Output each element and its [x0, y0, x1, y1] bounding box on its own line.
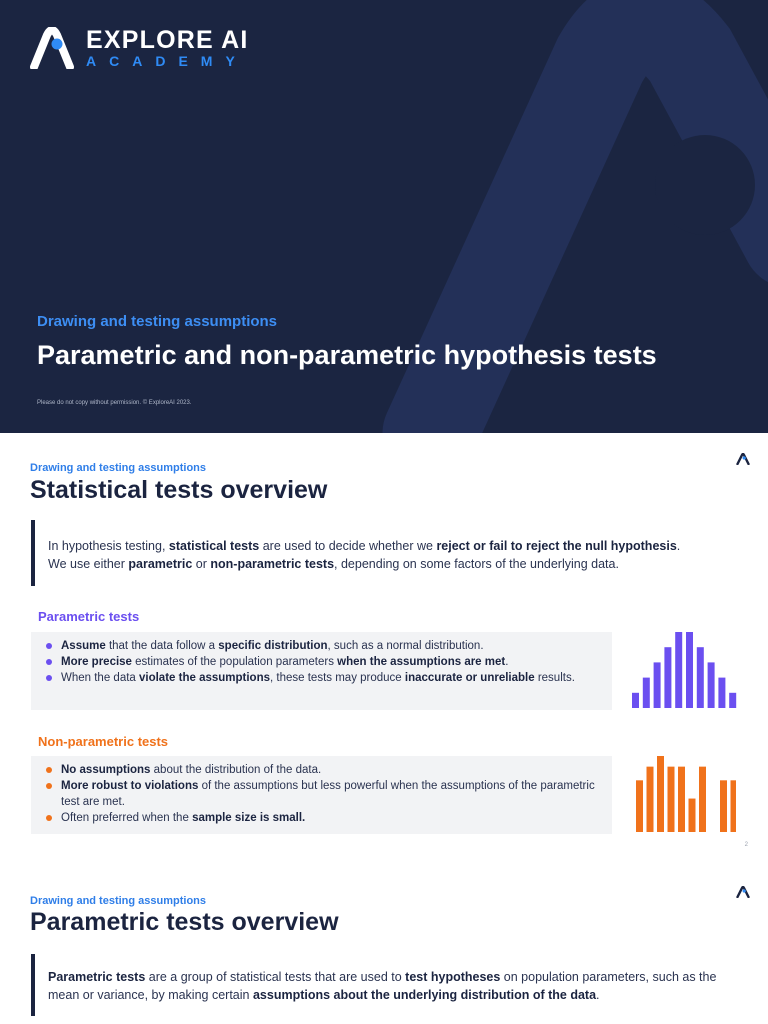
bullet-item: [43, 762, 602, 778]
chart-bar: [668, 767, 675, 832]
intro-text: on population parameters, such as the mean or variance, by making certain: [48, 970, 717, 1002]
slide-title: Statistical tests overview: [30, 476, 328, 504]
bullet-text: , such as a normal distribution.: [327, 640, 484, 652]
bullet-text: about the distribution of the data.: [150, 764, 322, 776]
bullet-item: [43, 778, 602, 810]
cover-section-label: Drawing and testing assumptions: [37, 313, 278, 330]
intro-paragraph: [48, 555, 680, 573]
chart-bar: [678, 767, 685, 832]
intro-text: .: [676, 539, 681, 553]
intro-text: We use either: [48, 557, 129, 571]
chart-bar: [708, 662, 715, 708]
chart-bar: [720, 780, 727, 832]
explore-ai-logo-icon: [30, 27, 74, 69]
intro-paragraph: [48, 968, 731, 1004]
section-label: Drawing and testing assumptions: [30, 895, 207, 907]
bullet-item: [43, 654, 602, 670]
intro-text: .: [596, 988, 600, 1002]
statistical-tests-slide: [0, 446, 768, 856]
normal-distribution-chart: [632, 632, 738, 710]
chart-bar: [686, 632, 693, 708]
copyright-notice: Please do not copy without permission. © ExploreAI 2023.: [37, 400, 192, 406]
intro-callout: [31, 954, 731, 1016]
chart-bar: [731, 780, 737, 832]
intro-emphasis: assumptions about the underlying distribution of the data: [252, 988, 597, 1002]
bullet-text: that the data follow a: [105, 640, 219, 652]
bullet-text: of the assumptions but less powerful when the assumptions of the parametric test are met.: [61, 780, 595, 808]
parametric-tests-heading: Parametric tests: [38, 609, 140, 624]
bullet-text: Often preferred when the: [61, 812, 193, 824]
intro-callout: [31, 520, 680, 586]
intro-emphasis: parametric: [128, 557, 193, 571]
bullet-item: [43, 670, 602, 686]
bullet-emphasis: when the assumptions are met: [337, 656, 506, 668]
chart-bar: [697, 647, 704, 708]
bullet-emphasis: specific distribution: [218, 640, 328, 652]
bullet-text: When the data: [61, 672, 139, 684]
chart-bar: [657, 756, 664, 832]
bullet-text: , these tests may produce: [270, 672, 405, 684]
non-parametric-tests-box: [31, 756, 612, 834]
non-parametric-tests-heading: Non-parametric tests: [38, 734, 169, 749]
intro-text: [48, 968, 731, 1004]
intro-text: , depending on some factors of the underlying data.: [334, 557, 619, 571]
bullet-emphasis: More robust to violations: [61, 780, 199, 792]
bullet-item: [43, 810, 602, 826]
intro-text: In hypothesis testing,: [48, 539, 169, 553]
non-parametric-bullet-list: [43, 762, 602, 826]
bullet-text: estimates of the population parameters: [131, 656, 338, 668]
intro-emphasis: Parametric tests: [48, 970, 146, 984]
intro-text: are used to decide whether we: [259, 539, 437, 553]
chart-bar: [643, 678, 650, 708]
slide-title: Parametric tests overview: [30, 908, 339, 936]
intro-paragraph: [48, 537, 680, 555]
bullet-emphasis: No assumptions: [61, 764, 151, 776]
chart-bar: [699, 767, 706, 832]
explore-ai-corner-icon: [736, 886, 750, 898]
intro-emphasis: statistical tests: [168, 539, 260, 553]
chart-bar: [729, 693, 736, 708]
parametric-tests-box: [31, 632, 612, 710]
chart-bar: [654, 662, 661, 708]
bullet-text: .: [505, 656, 509, 668]
chart-bar: [718, 678, 725, 708]
bullet-emphasis: sample size is small.: [192, 812, 306, 824]
cover-slide: [0, 0, 768, 433]
chart-bar: [675, 632, 682, 708]
bullet-emphasis: Assume: [61, 640, 106, 652]
chart-bar: [647, 767, 654, 832]
section-label: Drawing and testing assumptions: [30, 462, 207, 474]
bullet-emphasis: violate the assumptions: [139, 672, 271, 684]
irregular-distribution-chart: [636, 756, 736, 834]
bullet-text: results.: [534, 672, 575, 684]
chart-bar: [632, 693, 639, 708]
intro-emphasis: reject or fail to reject the null hypothesis: [436, 539, 677, 553]
bullet-item: [43, 638, 602, 654]
chart-bar: [689, 799, 696, 832]
intro-text: [48, 537, 680, 573]
brand-name: EXPLORE AI: [86, 26, 249, 54]
bullet-emphasis: inaccurate or unreliable: [404, 672, 535, 684]
parametric-bullet-list: [43, 638, 602, 686]
intro-emphasis: non-parametric tests: [210, 557, 335, 571]
intro-emphasis: test hypotheses: [405, 970, 501, 984]
cover-title: Parametric and non-parametric hypothesis tests: [37, 340, 657, 370]
intro-text: are a group of statistical tests that are used to: [145, 970, 406, 984]
explore-ai-logo: [30, 27, 249, 69]
chart-bar: [636, 780, 643, 832]
chart-bar: [664, 647, 671, 708]
bullet-emphasis: More precise: [61, 656, 132, 668]
intro-text: or: [192, 557, 211, 571]
page-number: 2: [744, 842, 748, 848]
parametric-tests-slide: [0, 880, 768, 1024]
explore-ai-corner-icon: [736, 453, 750, 465]
brand-subtitle: ACADEMY: [86, 53, 248, 69]
